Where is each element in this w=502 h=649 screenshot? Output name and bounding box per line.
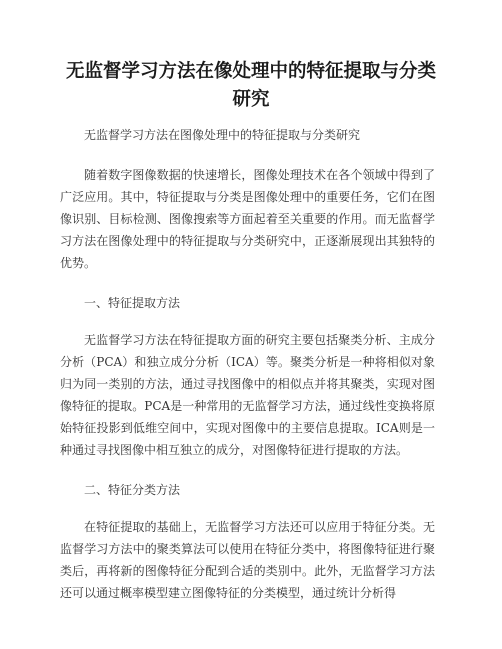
section-heading-feature-classification: 二、特征分类方法: [84, 483, 181, 497]
section-body-feature-extraction: 无监督学习方法在特征提取方面的研究主要包括聚类分析、主成分分析（PCA）和独立成分分析（ICA）等。聚类分析是一种将相似对象归为同一类别的方法，通过寻找图像中的相似点并将其聚类，实现对图像特征的提取。PCA是一种常用的无监督学习方法，通过线性变换将原始特征投影到低维空间中，实现对图像中的主要信息提取。ICA则是一种通过寻找图像中相互独立的成分，对图像特征进行提取的方法。: [60, 333, 435, 457]
document-title: 无监督学习方法在像处理中的特征提取与分类研究: [65, 61, 436, 110]
document-body: [60, 124, 435, 622]
intro-paragraph: 随着数字图像数据的快速增长，图像处理技术在各个领域中得到了广泛应用。其中，特征提取与分类是图像处理中的重要任务，它们在图像识别、目标检测、图像搜索等方面起着至关重要的作用。而无监督学习方法在图像处理中的特征提取与分类研究中，正逐渐展现出其独特的优势。: [60, 168, 435, 270]
document-subtitle: 无监督学习方法在图像处理中的特征提取与分类研究: [84, 128, 361, 142]
section-body-feature-classification: 在特征提取的基础上，无监督学习方法还可以应用于特征分类。无监督学习方法中的聚类算法可以使用在特征分类中，将图像特征进行聚类后，再将新的图像特征分配到合适的类别中。此外，无监督学习方法还可以通过概率模型建立图像特征的分类模型，通过统计分析得: [60, 520, 435, 600]
section-heading-feature-extraction: 一、特征提取方法: [84, 296, 181, 310]
